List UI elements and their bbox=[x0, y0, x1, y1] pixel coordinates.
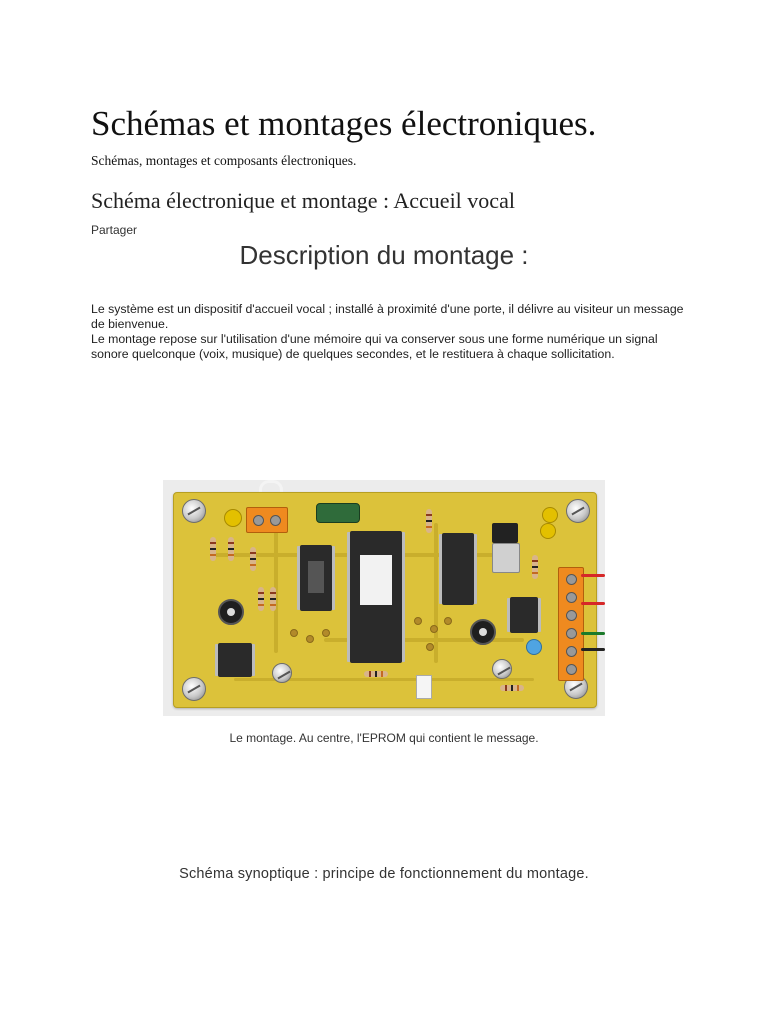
resistor bbox=[270, 587, 276, 611]
resistor bbox=[250, 547, 256, 571]
solder-pad bbox=[290, 629, 298, 637]
led bbox=[224, 509, 242, 527]
wire bbox=[581, 574, 605, 577]
pcb-trace bbox=[434, 523, 438, 663]
ic-chip bbox=[218, 643, 252, 677]
section-heading: Description du montage : bbox=[239, 240, 529, 270]
resistor bbox=[532, 555, 538, 579]
pcb-board bbox=[173, 492, 597, 708]
solder-pad bbox=[426, 643, 434, 651]
screw-icon bbox=[492, 659, 512, 679]
article-title: Schéma électronique et montage : Accueil vocal bbox=[91, 188, 515, 213]
solder-pad bbox=[306, 635, 314, 643]
screw-icon bbox=[272, 663, 292, 683]
paragraph: Le système est un dispositif d'accueil vocal ; installé à proximité d'une porte, il délivre au visiteur un message de bienvenue. bbox=[91, 302, 684, 331]
site-title: Schémas et montages électroniques. bbox=[91, 104, 597, 143]
wire bbox=[581, 648, 605, 651]
site-tagline: Schémas, montages et composants électroniques. bbox=[91, 153, 357, 168]
resistor bbox=[210, 537, 216, 561]
voltage-regulator bbox=[492, 523, 518, 543]
resistor bbox=[426, 509, 432, 533]
solder-pad bbox=[414, 617, 422, 625]
screw-icon bbox=[182, 677, 206, 701]
share-link[interactable]: Partager bbox=[91, 223, 138, 237]
resistor bbox=[500, 685, 524, 691]
ic-chip bbox=[510, 597, 538, 633]
photo-caption: Le montage. Au centre, l'EPROM qui contient le message. bbox=[229, 731, 539, 745]
regulator-heatsink bbox=[492, 543, 520, 573]
ic-chip bbox=[442, 533, 474, 605]
input-terminal-block bbox=[246, 507, 288, 533]
intro-text bbox=[91, 302, 691, 362]
wire bbox=[581, 602, 605, 605]
ceramic-capacitor bbox=[526, 639, 542, 655]
ic-chip bbox=[300, 545, 332, 611]
output-terminal-block bbox=[558, 567, 584, 681]
screw-icon bbox=[566, 499, 590, 523]
screw-icon bbox=[182, 499, 206, 523]
solder-pad bbox=[322, 629, 330, 637]
circuit-board-photo bbox=[163, 480, 605, 716]
potentiometer bbox=[218, 599, 244, 625]
wire bbox=[581, 632, 605, 635]
led bbox=[542, 507, 558, 523]
synoptic-caption: Schéma synoptique : principe de fonctionnement du montage. bbox=[179, 866, 589, 882]
led bbox=[540, 523, 556, 539]
resistor bbox=[258, 587, 264, 611]
resistor bbox=[228, 537, 234, 561]
solder-pad bbox=[430, 625, 438, 633]
resistor bbox=[364, 671, 388, 677]
eprom-chip bbox=[350, 531, 402, 663]
electrolytic-capacitor bbox=[316, 503, 360, 523]
pcb-trace bbox=[274, 513, 278, 653]
paragraph: Le montage repose sur l'utilisation d'une mémoire qui va conserver sous une forme numérique un signal sonore quelconque (voix, musique) de quelques secondes, et le restituera à chaque sollicitation. bbox=[91, 332, 658, 361]
component bbox=[416, 675, 432, 699]
potentiometer bbox=[470, 619, 496, 645]
solder-pad bbox=[444, 617, 452, 625]
